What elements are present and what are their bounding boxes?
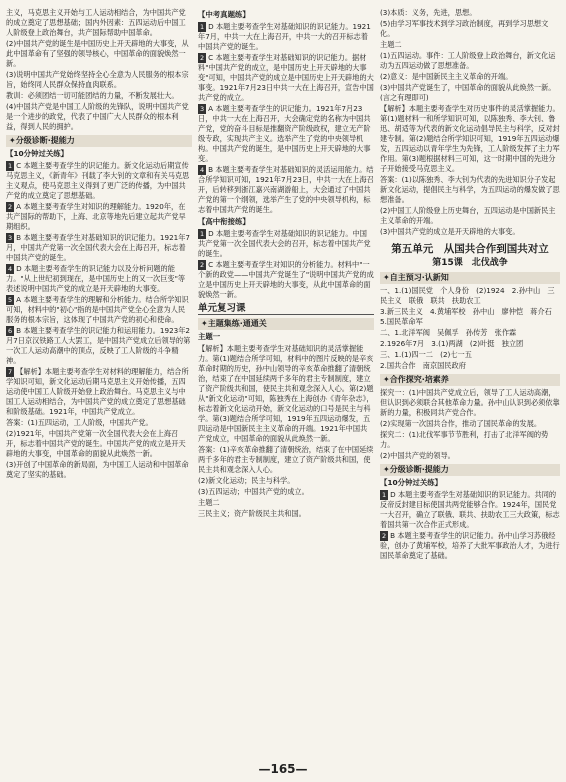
paragraph: (3)五四运动；中国共产党的成立。 [198,487,309,496]
item-number: 4 [8,265,13,273]
item-text: D 本题主要考查学生的识记能力以及分析问题的能力。"从上世纪初到现在，是中国历史上的又一次巨变"等表述说明中国共产党的成立是开天辟地的大事变。 [6,264,186,293]
answer-item [198,260,374,300]
paragraph: (2)意义：是中国新民主主义革命的开端。 [380,72,513,81]
item-number: 3 [200,105,205,113]
item-text: C 本题主要考查学生的识记能力。新文化运动后期宣传马克思主义，《新青年》刊载了李大钊的文章和有关马克思主义观点，使马克思主义得到了更广泛的传播，为中国共产党的成立奠定了思想基础。 [6,161,190,200]
answer-item [6,161,192,201]
left-item-list [6,161,192,480]
item-text: A 本题主要考查学生对知识的理解能力。1920年，在共产国际的帮助下，上海、北京等地先后建立起共产党早期组织。 [6,202,186,231]
item-text: B 本题主要考查学生对基础知识的灵活运用能力。结合所学知识可知，1921年7月23日，中共一大在上海召开，后转移到浙江嘉兴南湖游船上，大会通过了中国共产党的第一个纲领，选举产生了党的中央领导机构，标志着中国共产党的诞生。 [198,165,374,214]
section-heading: ✦分级诊断·提能力 [6,135,192,147]
section-tag: 【10分钟过关练】 [6,149,69,158]
item-text: 【解析】本题主要考查学生对材料的理解能力，结合所学知识可知，新文化运动后期马克思主义开始传播，五四运动使中国工人阶级开始登上政治舞台。马克思主义与中国工人运动相结合，为中国共产党的成立奠定了思想基础和阶级基础。1921年，中国共产党成立。 [6,367,189,416]
section-tag: 【高中衔接练】 [198,217,250,226]
item-number: 2 [382,532,387,540]
item-text: (3)开创了中国革命的新局面，为中国工人运动和中国革命奠定了坚实的基础。 [6,460,189,479]
paragraph: 探究一：(1)中国共产党成立后，领导了工人运动高潮，但认识到必须联合其他革命力量。孙中山认识到必须依靠新的力量，积极同共产党合作。 [380,388,560,417]
paragraph: (2)中国共产党的诞生是中国历史上开天辟地的大事变，从此中国革命有了坚强的领导核心，中国革命的面貌焕然一新。 [6,39,189,68]
paragraph: 主题二 [198,498,220,507]
middle-item-list-1 [198,22,374,215]
answer-item [198,229,374,259]
middle-item-list-2 [198,229,374,300]
item-text: B 本题主要考查学生对基础知识的识记能力。1921年7月，中国共产党第一次全国代表大会在上海召开，标志着中国共产党的诞生。 [6,233,190,262]
column-right [380,8,560,562]
paragraph: 主义，马克思主义开始与工人运动相结合，为中国共产党的成立奠定了思想基础；国内外因素：五四运动后中国工人阶级登上政治舞台，共产国际帮助中国革命。 [6,8,186,37]
paragraph: 2.国共合作 南京国民政府 [380,361,466,370]
item-text: A 本题主要考查学生的理解和分析能力。结合所学知识可知，材料中的"初心"指的是中国共产党全心全意为人民服务的根本宗旨，这体现了中国共产党的初心和使命。 [6,295,189,324]
paragraph: 一、1.(1)国民党 个人身份 (2)1924 2.孙中山 三民主义 联俄 联共 扶助农工 [380,286,555,305]
answer-item [198,165,374,215]
answer-item [6,460,192,480]
paragraph: (5)由学习军事技术到学习政治制度，再到学习思想文化。 [380,19,549,38]
item-text: B 本题主要考查学生的识记能力和运用能力。1923年2月7日京汉铁路工人大罢工，是中国共产党成立后领导的第一次工人运动高潮中的顶点，反映了工人阶级的斗争精神。 [6,326,191,365]
paragraph: 答案：(1)辛亥革命推翻了清朝统治，结束了在中国延续两千多年的君主专制制度，建立了资产阶级共和国，使民主共和观念深入人心。 [198,445,374,474]
item-number: 2 [200,54,205,62]
paragraph: 3.新三民主义 4.黄埔军校 孙中山 廖仲恺 蒋介石 5.国民革命军 [380,307,560,326]
paragraph: 答案：(1)以陈独秀、李大钊为代表的先进知识分子发起新文化运动，提倡民主与科学，为五四运动的爆发做了思想准备。 [380,175,560,204]
paragraph: 【解析】本题主要考查学生对基础知识的灵活掌握能力。第(1)题结合所学可知，材料中的图片反映的是辛亥革命时期的历史，孙中山领导的辛亥革命推翻了清朝统治，结束了在中国延续两千多年的君主专制制度，建立了资产阶级共和国，使民主共和观念深入人心。第(2)题从"新文化运动"可知，陈独秀在上海创办《青年杂志》，标志着新文化运动开始，新文化运动的口号是民主与科学。第(3)题结合所学可知，1919年五四运动爆发，五四运动是中国新民主主义革命的开端。1921年中国共产党成立，中国革命的面貌从此焕然一新。 [198,344,374,443]
answer-item [198,104,374,164]
section-heading: ✦主题集练·通通关 [198,318,374,330]
unit-review-title: 单元复习课 [198,304,374,315]
item-text: B 本题主要考查学生的识记能力。孙中山学习苏俄经验，创办了黄埔军校，培养了大批军事政治人才，为进行国民革命奠定了基础。 [380,531,560,560]
topic-label: 主题一 [198,332,221,341]
paragraph: (1)五四运动。事件：工人阶级登上政治舞台，新文化运动为五四运动做了思想准备。 [380,51,556,70]
paragraph: (2)实现第一次国共合作，推动了国民革命的发展。 [380,419,542,428]
answer-item [380,490,560,530]
item-text: D 本题主要考查学生对基础知识的识记能力。中国共产党第一次全国代表大会的召开，标志着中国共产党的诞生。 [198,229,371,258]
item-text: D 本题主要考查学生对基础知识的识记能力。1921年7月，中共一大在上海召开，中共一大的召开标志着中国共产党的诞生。 [198,22,371,51]
answer-item [6,429,192,459]
answer-item [6,295,192,325]
item-number: 1 [382,491,387,499]
item-number: 7 [8,368,13,376]
preview-answers [380,286,560,371]
paragraph: (2)新文化运动；民主与科学。 [198,476,295,485]
right-top-text [380,8,560,237]
item-text: (2)1921年，中国共产党第一次全国代表大会在上海召开，标志着中国共产党的诞生。中国共产党的成立是开天辟地的大事变，中国革命的面貌从此焕然一新。 [6,429,186,458]
answer-item [6,233,192,263]
paragraph: 【解析】本题主要考查学生对历史事件的灵活掌握能力。第(1)题材料一和所学知识可知，以陈独秀、李大钊、鲁迅、胡适等为代表的新文化运动倡导民主与科学，反对封建专制。第(2)题结合所学知识可知，1919年五四运动爆发，五四运动以青年学生为先锋，工人阶级发挥了主力军作用。第(3)题根据材料三可知，这一时期中国的先进分子开始接受马克思主义。 [380,104,560,173]
lesson-title: 第15课 北伐战争 [432,258,508,268]
item-text: C 本题主要考查学生对基础知识的识记能力。据材料"中国共产党的成立，是中国历史上开天辟地的大事变"可知，中国共产党的成立是中国历史上开天辟地的大事变。1921年7月23日中共一大在上海召开，宣告中国共产党的成立。 [198,53,374,102]
right-item-list [380,490,560,561]
item-number: 1 [200,230,205,238]
answer-item [6,326,192,366]
answer-item [6,202,192,232]
paragraph: (2)中国工人阶级登上历史舞台，五四运动是中国新民主主义革命的开端。 [380,206,556,225]
section-heading: ✦自主预习·认新知 [380,272,560,284]
paragraph: 探究二：(1)北伐军事节节胜利，打击了北洋军阀的势力。 [380,430,549,449]
item-text: 答案：(1)五四运动，工人阶级，中国共产党。 [6,418,153,427]
column-middle [198,8,374,520]
paragraph: 三民主义；资产阶级民主共和国。 [198,509,306,518]
item-number: 2 [8,203,13,211]
answer-item [6,418,192,428]
paragraph: (2)中国共产党的领导。 [380,451,455,460]
item-text: A 本题主要考查学生的识记能力。1921年7月23日，中共一大在上海召开，大会确定党的名称为中国共产党，党的奋斗目标是推翻资产阶级政权，建立无产阶级专政，实现共产主义。选举产生了党的中央领导机构。中国共产党的诞生，是中国历史上开天辟地的大事变。 [198,104,371,163]
paragraph: (3)本质：义务，先进，思想。 [380,8,477,17]
item-text: C 本题主要考查学生对知识的分析能力。材料中"一个新的政党——中国共产党诞生了"说明中国共产党的成立是中国历史上开天辟地的大事变，从此中国革命的面貌焕然一新。 [198,260,374,299]
paragraph: 二、1.北洋军阀 吴佩孚 孙传芳 张作霖 [380,328,517,337]
item-number: 5 [8,296,13,304]
unit-title: 第五单元 从国共合作到国共对立 [391,243,549,255]
section-tag: 【10分钟过关练】 [380,478,443,487]
item-number: 3 [8,234,13,242]
item-number: 1 [8,162,13,170]
item-number: 1 [200,23,205,31]
answer-item [6,264,192,294]
paragraph: (3)中国共产党诞生了，中国革命的面貌从此焕然一新。(言之有理即可) [380,83,556,102]
left-top-text [6,8,192,132]
answer-item [6,367,192,417]
item-number: 6 [8,327,13,335]
paragraph: 教训：必须团结一切可能团结的力量，不断发展壮大。 [6,91,179,100]
item-text: D 本题主要考查学生对基础知识的识记能力。共同的反帝反封建目标使国共两党能够合作。1924年，国民党一大召开，确立了联俄、联共、扶助农工三大政策，标志着国共第一次合作正式形成。 [380,490,560,529]
answer-item [380,531,560,561]
answer-item [198,53,374,103]
section-heading: ✦分级诊断·提能力 [380,464,560,476]
section-heading: ✦合作探究·培素养 [380,374,560,386]
answer-item [198,22,374,52]
item-number: 4 [200,166,205,174]
paragraph: (3)说明中国共产党始终坚持全心全意为人民服务的根本宗旨，始终同人民群众保持血肉联系。 [6,70,189,89]
page-number: —165— [258,762,308,776]
inquiry-answers [380,388,560,461]
section-tag: 【中考真题练】 [198,10,250,19]
column-left [6,8,192,481]
paragraph: 主题二 [380,40,402,49]
paragraph: 2.1926年7月 3.(1)两湖 (2)叶挺 独立团 [380,339,524,348]
paragraph: (3)中国共产党的成立是开天辟地的大事变。 [380,227,520,236]
paragraph: (4)中国共产党是中国工人阶级的先锋队，说明中国共产党是一个进步的政党，代表了中国广大人民群众的根本利益，得到人民的拥护。 [6,102,189,131]
item-number: 2 [200,261,205,269]
middle-body-text [198,344,374,519]
paragraph: 三、1.(1)四一二 (2)七一五 [380,350,472,359]
